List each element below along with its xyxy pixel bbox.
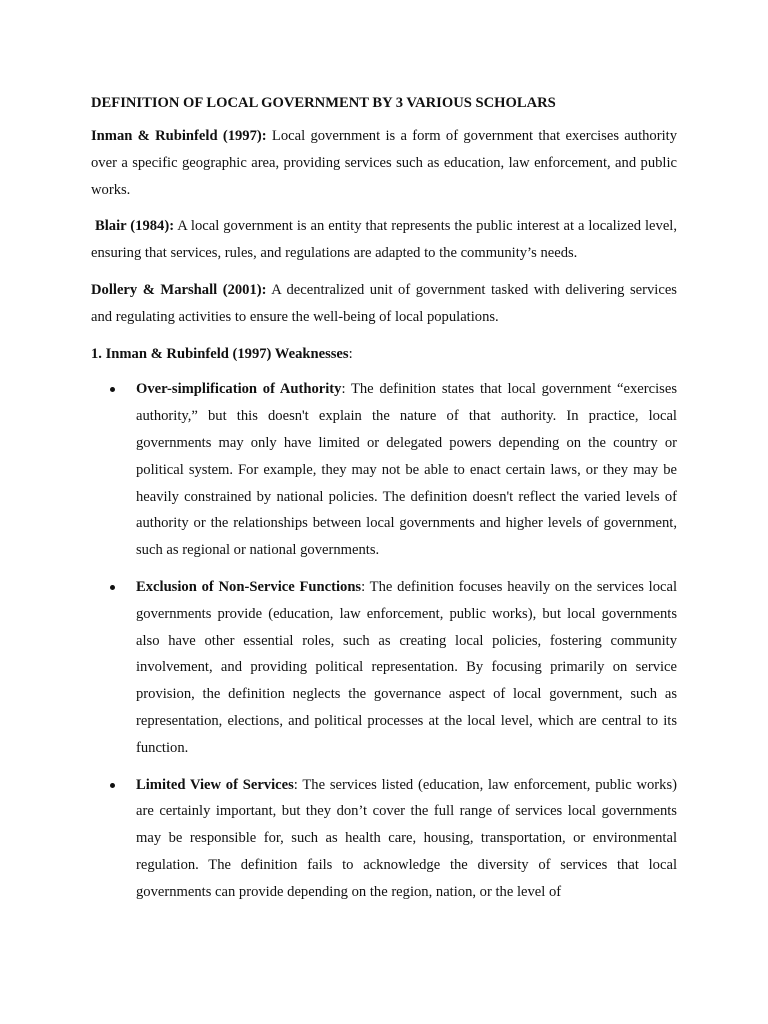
definition-text: Local government is a form of government that exercises authority over a specific geographic area, providing services such as education, law enforcement, and public works. (91, 128, 677, 198)
weakness-list (91, 376, 677, 905)
definition-separator: : (261, 281, 267, 298)
section-heading-suffix: : (348, 345, 353, 362)
bullet-icon (110, 585, 115, 590)
bullet-text: : The services listed (education, law enforcement, public works) are certainly important, but they don’t cover the full range of services local governments may be responsible for, such as health care, housing, transportation, or environmental regulation. The definition fails to acknowledge the diversity of services that local governments can provide depending on the region, nation, or the level of (136, 776, 677, 900)
definition-dollery-marshall (91, 277, 677, 331)
list-item (136, 574, 677, 762)
definition-author: Blair (1984) (95, 218, 170, 235)
definition-inman-rubinfeld (91, 123, 677, 203)
definition-text: A local government is an entity that represents the public interest at a localized level, ensuring that services, rules, and regulations are adapted to the community’s needs. (91, 218, 677, 262)
bullet-term: Limited View of Services (136, 776, 294, 793)
list-item (136, 376, 677, 564)
bullet-text: : The definition focuses heavily on the services local governments provide (education, law enforcement, public works), but local governments also have other essential roles, such as creating local policies, fostering community involvement, and providing political representation. By focusing primarily on service provision, the definition neglects the governance aspect of local government, such as representation, elections, and political processes at the local level, which are central to its function. (136, 578, 678, 756)
section-heading-text: 1. Inman & Rubinfeld (1997) Weaknesses (91, 345, 349, 362)
document-title: DEFINITION OF LOCAL GOVERNMENT BY 3 VARIOUS SCHOLARS (91, 95, 556, 111)
bullet-term: Exclusion of Non-Service Functions (136, 578, 362, 595)
bullet-term: Over-simplification of Authority (136, 381, 342, 398)
definition-blair (91, 213, 677, 267)
definition-text: A decentralized unit of government tasked with delivering services and regulating activities to ensure the well-being of local populations. (91, 281, 677, 325)
section-heading-weaknesses (91, 341, 677, 368)
definition-author: Dollery & Marshall (2001) (91, 281, 262, 298)
definition-separator: : (169, 218, 175, 235)
bullet-text: : The definition states that local government “exercises authority,” but this doesn't explain the nature of that authority. In practice, local governments may only have limited or delegated powers depending on the country or political system. For example, they may not be able to enact certain laws, or they may be heavily constrained by national policies. The definition doesn't reflect the varied levels of authority or the relationships between local governments and higher levels of government, such as regional or national governments. (136, 381, 677, 559)
bullet-icon (110, 387, 115, 392)
definition-author: Inman & Rubinfeld (1997) (91, 128, 262, 144)
definition-separator: : (261, 128, 267, 144)
list-item (136, 772, 677, 906)
bullet-icon (110, 783, 115, 788)
